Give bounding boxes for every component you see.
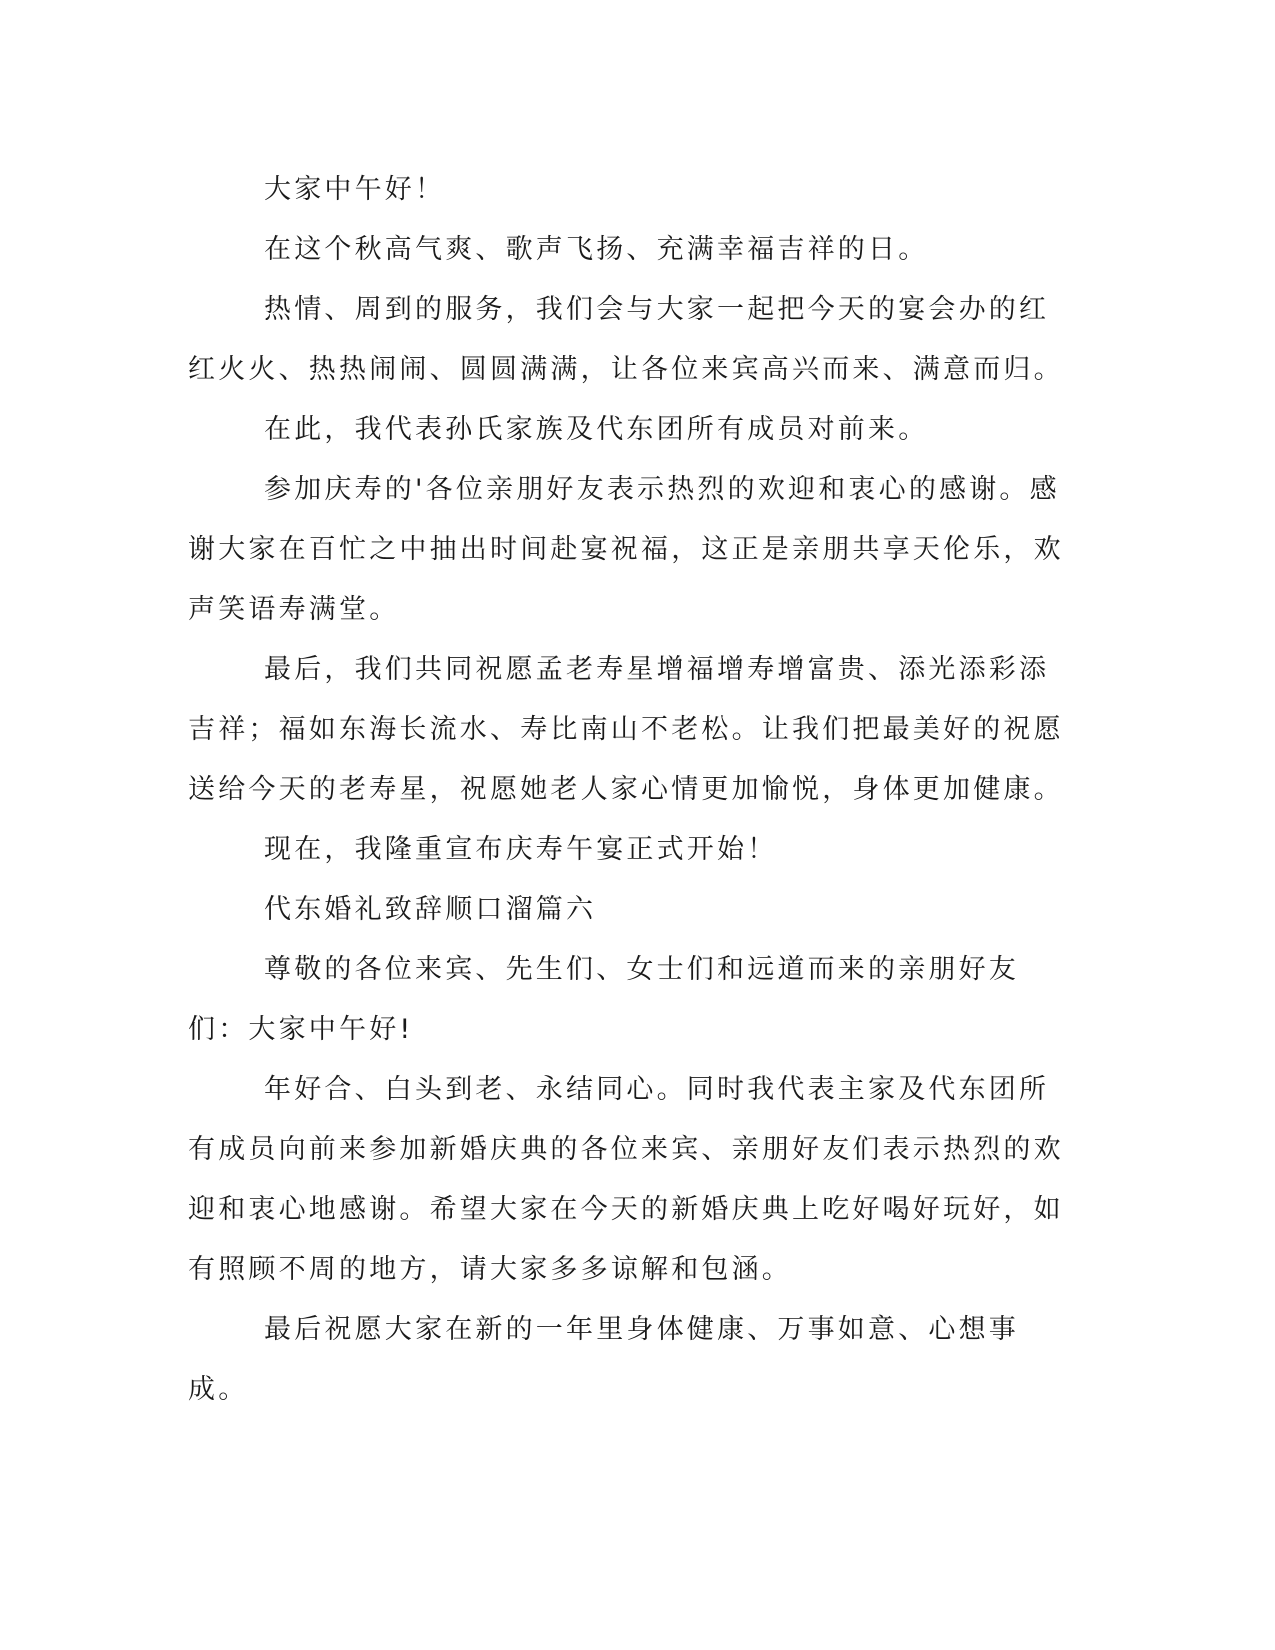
document-body	[188, 160, 1078, 1420]
paragraph-wedding-thanks: 年好合、白头到老、永结同心。同时我代表主家及代东团所有成员向前来参加新婚庆典的各位来宾、亲朋好友们表示热烈的欢迎和衷心地感谢。希望大家在今天的新婚庆典上吃好喝好玩好，如有照顾不周的地方，请大家多多谅解和包涵。	[188, 1074, 1064, 1285]
paragraph-greeting: 大家中午好！	[264, 174, 446, 205]
paragraph-occasion: 在这个秋高气爽、歌声飞扬、充满幸福吉祥的日。	[264, 234, 929, 265]
paragraph-blessing: 最后，我们共同祝愿孟老寿星增福增寿增富贵、添光添彩添吉祥；福如东海长流水、寿比南山不老松。让我们把最美好的祝愿送给今天的老寿星，祝愿她老人家心情更加愉悦，身体更加健康。	[188, 654, 1064, 805]
paragraph-wedding-greeting: 尊敬的各位来宾、先生们、女士们和远道而来的亲朋好友们：大家中午好!	[188, 954, 1019, 1045]
paragraph-announcement: 现在，我隆重宣布庆寿午宴正式开始！	[264, 834, 778, 865]
section-heading: 代东婚礼致辞顺口溜篇六	[264, 894, 597, 925]
paragraph-closing-wish: 最后祝愿大家在新的一年里身体健康、万事如意、心想事成。	[188, 1314, 1019, 1405]
paragraph-thanks: 参加庆寿的'各位亲朋好友表示热烈的欢迎和衷心的感谢。感谢大家在百忙之中抽出时间赴宴祝福，这正是亲朋共享天伦乐，欢声笑语寿满堂。	[188, 474, 1064, 625]
paragraph-service: 热情、周到的服务，我们会与大家一起把今天的宴会办的红红火火、热热闹闹、圆圆满满，让各位来宾高兴而来、满意而归。	[188, 294, 1064, 385]
paragraph-representation: 在此，我代表孙氏家族及代东团所有成员对前来。	[264, 414, 929, 445]
